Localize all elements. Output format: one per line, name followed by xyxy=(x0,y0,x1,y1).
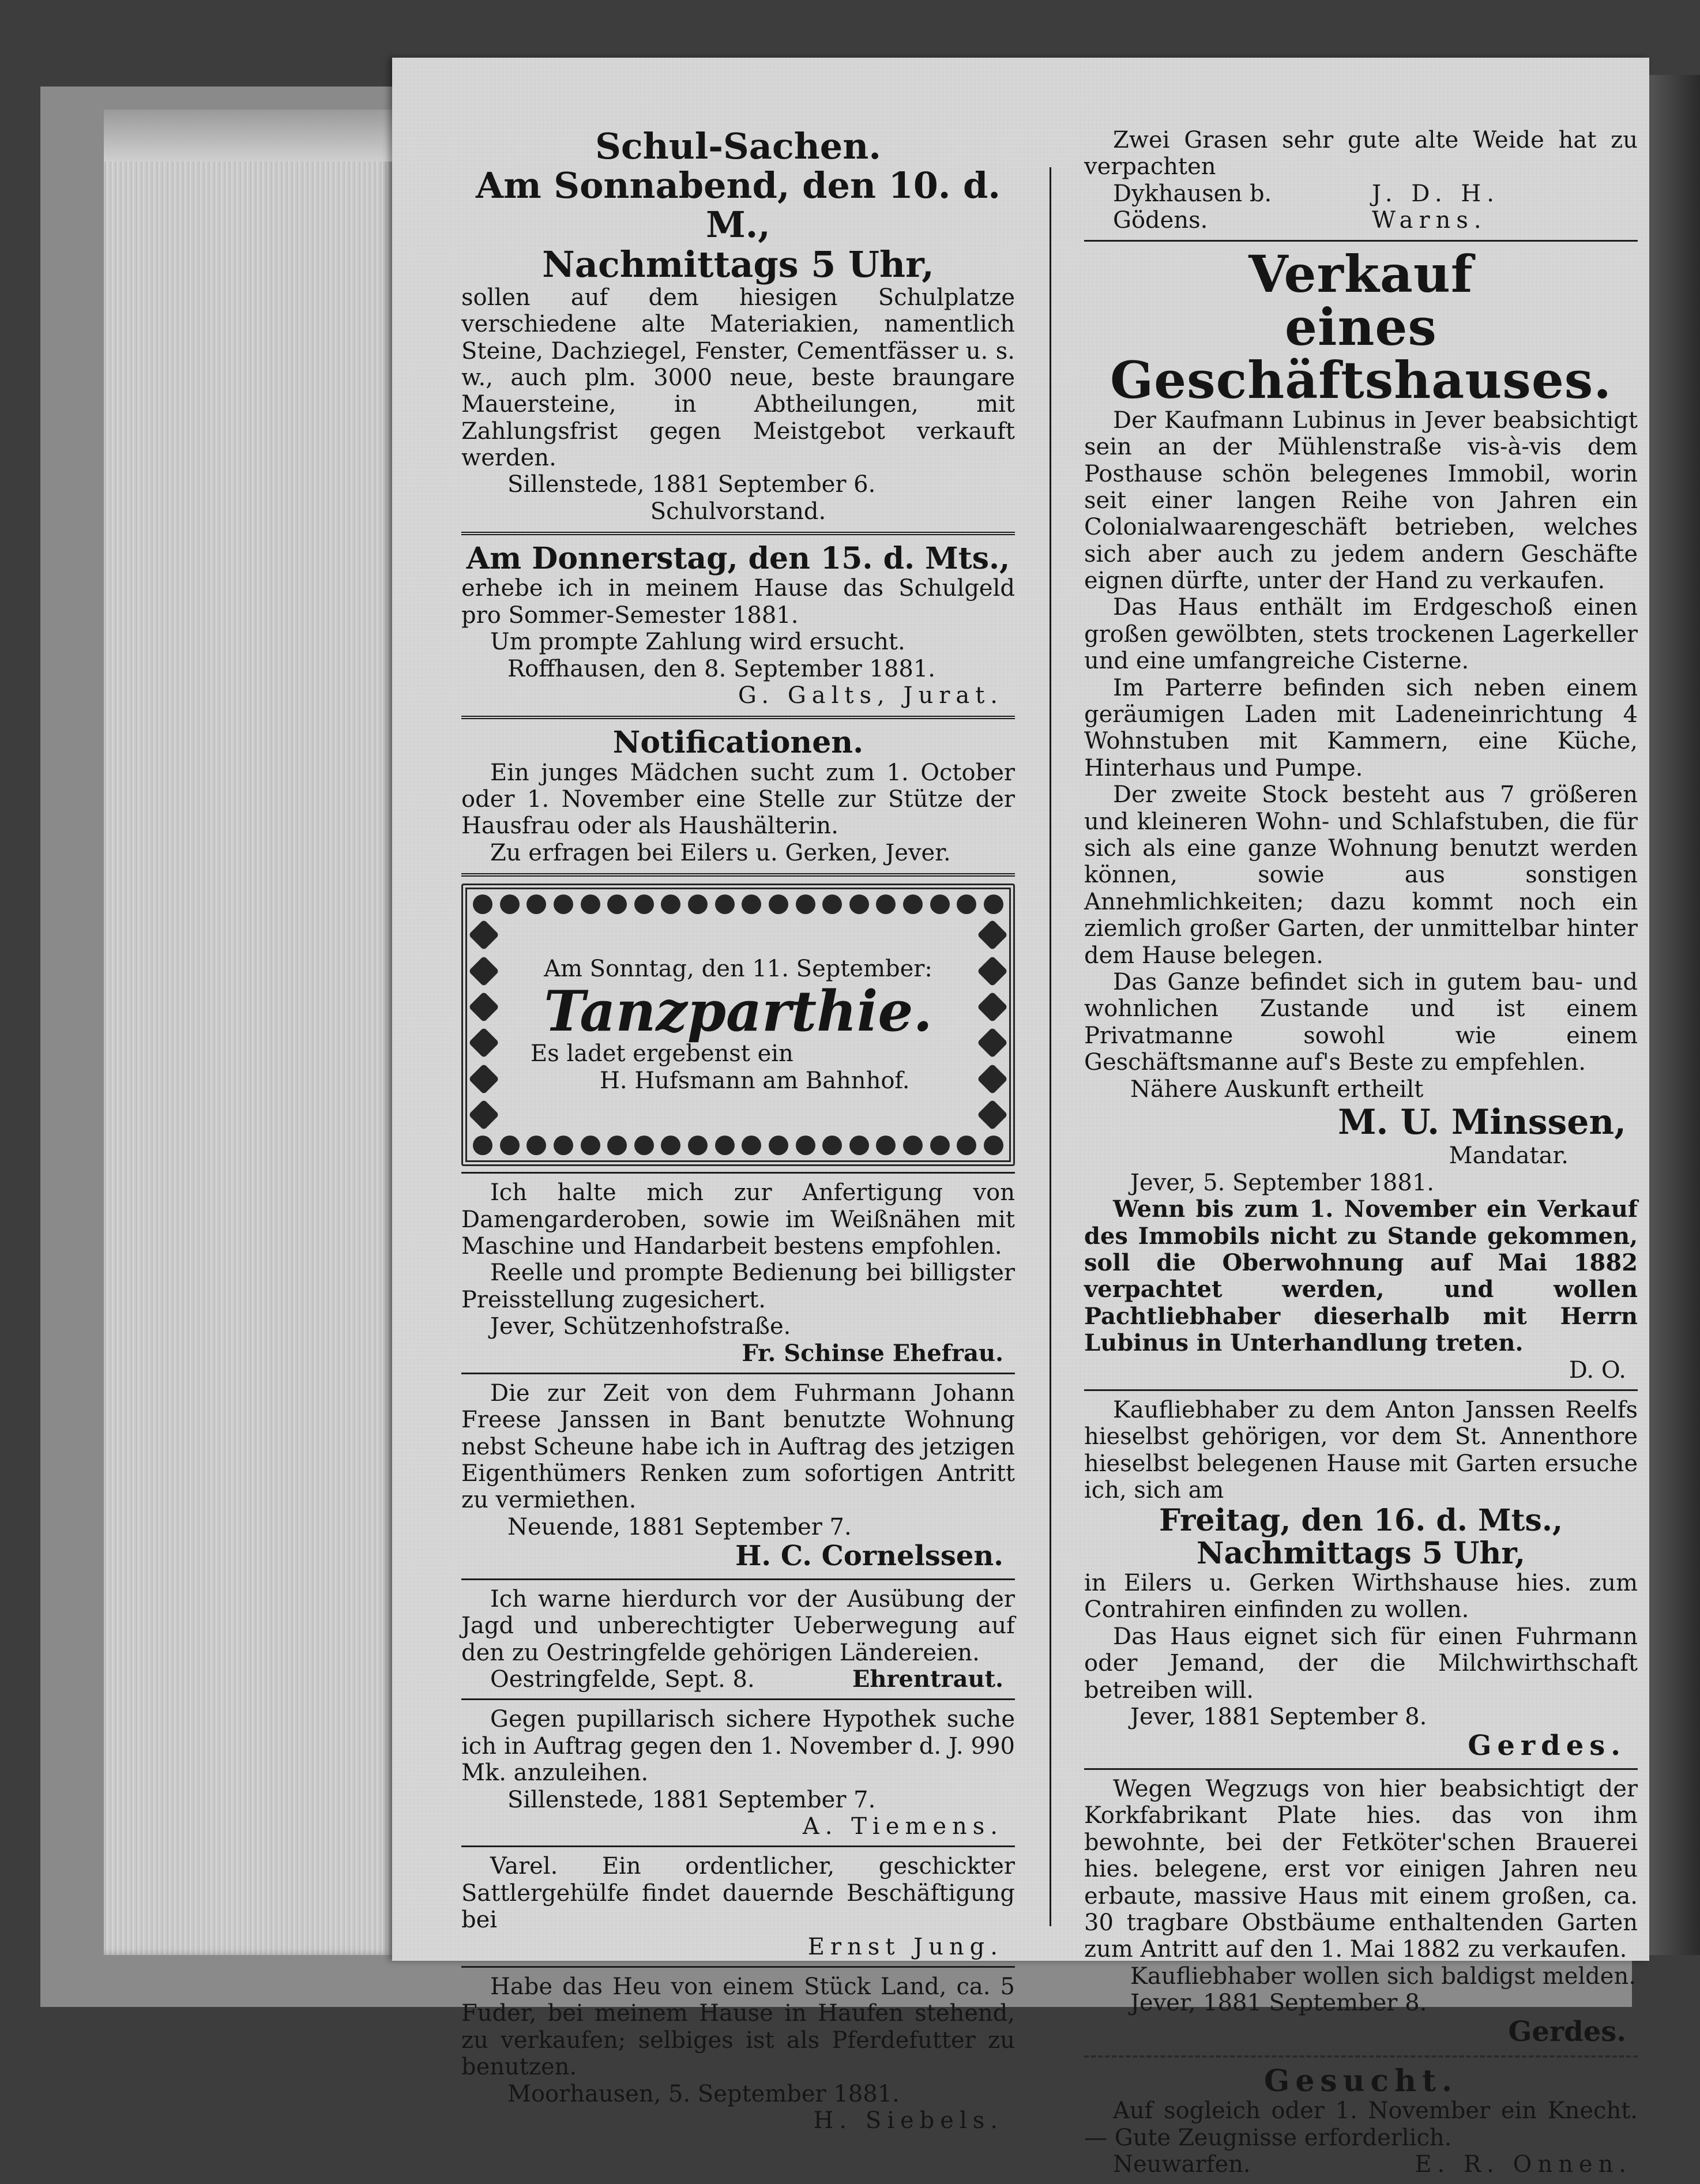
ad-body: erhebe ich in meinem Hause das Schulgeld pro Sommer-Semester 1881. xyxy=(461,575,1015,629)
ad-signature: H. Siebels. xyxy=(813,2107,1003,2134)
frame-ornament-top xyxy=(473,893,1003,916)
ad-paragraph-4: Der zweite Stock besteht aus 7 größeren und kleineren Wohn- und Schlafstuben, die für sich als eine ganze Wohnung benutzt werden können, sowie aus sonstigen Annehmlichkeiten; dazu kommt noch ein ziemlich großer Garten, der unmittelbar hinter dem Hause belegen. xyxy=(1084,781,1638,969)
ad-footer xyxy=(1084,2151,1638,2178)
separator xyxy=(461,532,1015,535)
ad-place-date: Sillenstede, 1881 September 6. xyxy=(507,471,876,498)
separator xyxy=(461,1845,1015,1847)
ad-tanzparthie xyxy=(461,884,1015,1166)
frame-ornament-bottom xyxy=(473,1134,1003,1157)
ad-gerdes-2 xyxy=(1084,1776,1638,2048)
separator xyxy=(461,1578,1015,1580)
ad-signature: Gerdes. xyxy=(1508,2016,1626,2048)
separator xyxy=(461,716,1015,719)
ad-body-2: in Eilers u. Gerken Wirthshause hies. zum Contrahiren einfinden zu wollen. xyxy=(1084,1569,1638,1623)
ad-ehrentraut xyxy=(461,1586,1015,1693)
ad-body-2: Kaufliebhaber wollen sich baldigst melden. xyxy=(1130,1963,1636,1990)
ad-body: Zwei Grasen sehr gute alte Weide hat zu verpachten xyxy=(1084,127,1638,181)
separator xyxy=(461,1172,1015,1174)
ad-note-signature: D. O. xyxy=(1569,1356,1626,1384)
ad-place: Neuwarfen. xyxy=(1113,2151,1251,2178)
framed-content xyxy=(507,924,969,1126)
ad-date-line: Freitag, den 16. d. Mts., xyxy=(1159,1502,1563,1538)
separator xyxy=(1084,1768,1638,1770)
ad-subtitle: eines Geschäftshauses. xyxy=(1109,296,1612,411)
ad-signature: Fr. Schinse Ehefrau. xyxy=(742,1339,1003,1367)
ad-body: Habe das Heu von einem Stück Land, ca. 5 Fuder, bei meinem Hause in Haufen stehend, zu verkaufen; selbiges ist als Pferdefutter zu benutzen. xyxy=(461,1973,1015,2081)
frame-ornament-left xyxy=(471,924,497,1126)
ad-body: Kaufliebhaber zu dem Anton Janssen Reelfs hieselbst gehörigen, vor dem St. Annenthore hieselbst belegenen Hause mit Garten ersuche ich, sich am xyxy=(1084,1397,1638,1504)
ad-body: Ein junges Mädchen sucht zum 1. October oder 1. November eine Stelle zur Stütze der Hausfrau oder als Haushälterin. xyxy=(461,759,1015,840)
page-edges xyxy=(104,110,392,1955)
ad-line: Um prompte Zahlung wird ersucht. xyxy=(490,629,905,656)
ad-body: Auf sogleich oder 1. November ein Knecht. — Gute Zeugnisse erforderlich. xyxy=(1084,2097,1638,2151)
ad-title: Schul-Sachen. xyxy=(595,125,881,167)
ad-paragraph-2: Das Haus enthält im Erdgeschoß einen großen gewölbten, stets trockenen Lagerkeller und eine umfangreiche Cisterne. xyxy=(1084,594,1638,675)
ad-body: Varel. Ein ordentlicher, geschickter Sattlergehülfe findet dauernde Beschäftigung bei xyxy=(461,1853,1015,1934)
ad-title: Verkauf xyxy=(1248,243,1473,304)
ad-date-line: Am Sonnabend, den 10. d. M., xyxy=(476,164,1001,246)
ad-title: Gesucht. xyxy=(1263,2063,1458,2099)
ad-paragraph-5: Das Ganze befindet sich in gutem bau- und wohnlichen Zustande und ist einem Privatmanne sowohl wie einem Geschäftsmanne auf's Beste zu empfehlen. xyxy=(1084,968,1638,1076)
ad-footer xyxy=(461,1666,1015,1693)
ad-gerdes-1 xyxy=(1084,1397,1638,1762)
ad-verkauf-geschaeftshaus xyxy=(1084,243,1638,1384)
ad-paragraph-6: Nähere Auskunft ertheilt xyxy=(1130,1076,1424,1103)
ad-place-date: Sillenstede, 1881 September 7. xyxy=(507,1786,876,1813)
ad-signature: A. Tiemens. xyxy=(802,1813,1003,1840)
separator xyxy=(461,1698,1015,1700)
separator xyxy=(461,873,1015,877)
ad-body-2: Reelle und prompte Bedienung bei billigster Preisstellung zugesichert. xyxy=(461,1260,1015,1313)
ad-body: Ich halte mich zur Anfertigung von Damengarderoben, sowie im Weißnähen mit Maschine und Handarbeit bestens empfohlen. xyxy=(461,1179,1015,1260)
ad-schinse xyxy=(461,1179,1015,1367)
ad-title: Am Donnerstag, den 15. d. Mts., xyxy=(466,541,1010,577)
ad-time-line: Nachmittags 5 Uhr, xyxy=(1196,1535,1526,1571)
ad-body-3: Das Haus eignet sich für einen Fuhrmann oder Jemand, der die Milchwirthschaft betreiben will. xyxy=(1084,1623,1638,1704)
ad-signature: M. U. Minssen, xyxy=(1338,1102,1626,1142)
ad-schulgeld xyxy=(461,542,1015,709)
ad-body: Gegen pupillarisch sichere Hypothek suche ich in Auftrag gegen den 1. November d. J. 990 Mk. anzuleihen. xyxy=(461,1706,1015,1787)
ad-date-line: Am Sonntag, den 11. September: xyxy=(544,956,932,983)
ad-paragraph-1: Der Kaufmann Lubinus in Jever beabsichtigt sein an der Mühlenstraße vis-à-vis dem Posthause schön belegenes Immobil, worin seit einer langen Reihe von Jahren ein Colonialwaarengeschäft betrieben, welches sich aber auch zu jedem andern Geschäfte eignen dürfte, unter der Hand zu verkaufen. xyxy=(1084,407,1638,595)
ad-signature: Ernst Jung. xyxy=(807,1933,1003,1960)
newspaper-page xyxy=(392,58,1649,2178)
left-column xyxy=(461,127,1015,2140)
ad-siebels xyxy=(461,1974,1015,2134)
ad-signature: H. C. Cornelssen. xyxy=(735,1540,1003,1573)
ad-notificationen xyxy=(461,726,1015,866)
column-divider xyxy=(1050,167,1051,1926)
ad-signature: Ehrentraut. xyxy=(852,1666,1003,1693)
ad-title: Notificationen. xyxy=(612,725,864,761)
ad-role: Mandatar. xyxy=(1449,1142,1569,1170)
ad-place-date: Neuende, 1881 September 7. xyxy=(507,1513,852,1540)
ad-tiemens xyxy=(461,1706,1015,1840)
ad-gesucht xyxy=(1084,2065,1638,2178)
ad-jung xyxy=(461,1853,1015,1960)
ad-body: Wegen Wegzugs von hier beabsichtigt der Korkfabrikant Plate hies. das von ihm bewohnte, bei der Fetköter'schen Brauerei hies. belegene, erst vor einigen Jahren neu erbaute, massive Haus mit einem großen, ca. 30 tragbare Obstbäume enthaltenden Garten zum Antritt auf den 1. Mai 1882 zu verkaufen. xyxy=(1084,1775,1638,1963)
ad-place-date: Oestringfelde, Sept. 8. xyxy=(490,1666,755,1693)
ad-paragraph-3: Im Parterre befinden sich neben einem geräumigen Laden mit Ladeneinrichtung 4 Wohnstuben mit Kammern, eine Küche, Hinterhaus und Pumpe. xyxy=(1084,674,1638,781)
frame-ornament-right xyxy=(979,924,1006,1126)
ad-signature: H. Hufsmann am Bahnhof. xyxy=(600,1067,910,1094)
ad-signature: E. R. Onnen. xyxy=(1415,2151,1632,2178)
ad-schul-sachen xyxy=(461,127,1015,525)
ad-signature: J. D. H. Warns. xyxy=(1371,180,1500,234)
ad-place: Dykhausen b. Gödens. xyxy=(1113,180,1272,234)
ad-line: Es ladet ergebenst ein xyxy=(531,1040,793,1067)
separator xyxy=(461,1966,1015,1968)
separator xyxy=(461,1373,1015,1374)
ad-signature: G. Galts, Jurat. xyxy=(738,682,1003,709)
separator xyxy=(1084,2055,1638,2058)
ad-body: sollen auf dem hiesigen Schulplatze verschiedene alte Materiakien, namentlich Steine, Dachziegel, Fenster, Cementfässer u. s. w., auch plm. 3000 neue, beste braungare Mauersteine, in Abtheilungen, mit Zahlungsfrist gegen Meistgebot verkauft werden. xyxy=(461,284,1015,472)
ad-title: Tanzparthie. xyxy=(544,978,932,1044)
right-column xyxy=(1084,127,1638,2184)
ad-contact: Zu erfragen bei Eilers u. Gerken, Jever. xyxy=(490,839,951,866)
ad-signature: Gerdes. xyxy=(1468,1730,1626,1762)
separator xyxy=(1084,240,1638,242)
ad-place-date: Roffhausen, den 8. September 1881. xyxy=(507,655,935,682)
ad-place-date: Jever, 5. September 1881. xyxy=(1130,1169,1434,1196)
ad-place-date: Jever, 1881 September 8. xyxy=(1130,1703,1427,1730)
ad-place: Jever, Schützenhofstraße. xyxy=(490,1313,791,1340)
ad-cornelssen xyxy=(461,1380,1015,1573)
separator xyxy=(1084,1389,1638,1391)
ad-note: Wenn bis zum 1. November ein Verkauf des Immobils nicht zu Stande gekommen, soll die Oberwohnung auf Mai 1882 verpachtet werden, und wollen Pachtliebhaber dieserhalb mit Herrn Lubinus in Unterhandlung treten. xyxy=(1084,1196,1638,1357)
ad-place-date: Jever, 1881 September 8. xyxy=(1130,1990,1427,2017)
ad-body: Ich warne hierdurch vor der Ausübung der Jagd und unberechtigter Ueberwegung auf den zu Oestringfelde gehörigen Ländereien. xyxy=(461,1585,1015,1666)
ad-time-line: Nachmittags 5 Uhr, xyxy=(542,243,934,285)
facing-page-shadow xyxy=(1649,75,1700,1955)
ad-footer xyxy=(1084,181,1638,234)
ad-place-date: Moorhausen, 5. September 1881. xyxy=(507,2080,900,2107)
ad-signature: Schulvorstand. xyxy=(650,498,826,525)
ad-body: Die zur Zeit von dem Fuhrmann Johann Freese Janssen in Bant benutzte Wohnung nebst Scheune habe ich in Auftrag des jetzigen Eigenthümers Renken zum sofortigen Antritt zu vermiethen. xyxy=(461,1379,1015,1514)
ad-warns xyxy=(1084,127,1638,234)
